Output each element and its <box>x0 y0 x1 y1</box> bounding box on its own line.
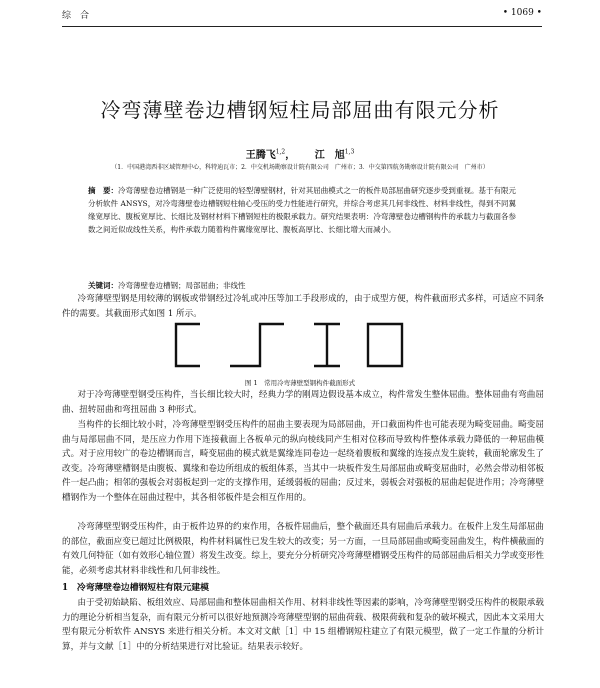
author-affil-mark: 1,3 <box>344 148 355 156</box>
affiliation: （1．中国港湾西非区域管理中心，科特迪瓦市；2．中交机场勘察设计院有限公司 广州市；3．中交第四航务勘察设计院有限公司 广州市） <box>111 164 489 171</box>
body-paragraph: 对于冷弯薄壁型钢受压构件，当长细比较大时，经典力学的刚周边假设基本成立，构件常发生整体屈曲。整体屈曲有弯曲屈曲、扭转屈曲和弯扭屈曲 3 种形式。 <box>62 390 544 415</box>
box-section-icon <box>368 324 402 366</box>
header-page-number: • 1069 • <box>502 8 542 18</box>
abstract-text: 冷弯薄壁卷边槽钢是一种广泛使用的轻型薄壁钢材，针对其屈曲模式之一的板件局部屈曲研究逐步受到重视。基于有限元分析软件 ANSYS，对冷弯薄壁卷边槽钢短柱轴心受压的受力性能进行研究，并综合考虑其几何非线性、材料非线性，得到不同翼缘宽厚比、腹板宽厚比、长细比及钢材材料下槽钢短柱的极限承载力。研究结果表明：冷弯薄壁卷边槽钢构件的承载力与截面各参数之间近似成线性关系，构件承载力随着构件翼缘宽厚比、腹板高厚比、长细比增大而减小。 <box>88 186 517 234</box>
author-name: 江 旭 <box>314 150 345 161</box>
abstract-label: 摘 要： <box>88 186 119 195</box>
keywords-label: 关键词： <box>88 281 118 290</box>
section-paragraph: 由于受初始缺陷、板组效应、局部屈曲和整体屈曲相关作用、材料非线性等因素的影响，冷弯薄壁型钢受压构件的极限承载力的理论分析相当复杂，而有限元分析可以很好地预测冷弯薄壁型钢的屈曲荷载、极限荷载和复杂的破坏模式，因此本文采用大型有限元分析软件 ANSYS 来进行相关分析。本文对文献［1］中 15 组槽钢短柱建立了有限元模型，做了一定工作量的分析计算，并与文献［1］中的分析结果进行对比验证。结果表示较好。 <box>62 598 544 652</box>
channel-section-icon <box>176 324 200 366</box>
header-section: 综合 <box>62 11 99 21</box>
running-header <box>62 0 542 27</box>
intro-paragraph: 冷弯薄壁型钢是用较薄的钢板或带钢经过冷轧或冲压等加工手段形成的，由于成型方便，构件截面形式多样，可适应不同条件的需要。其截面形式如图 1 所示。 <box>62 294 544 319</box>
author-affil-mark: 1,2 <box>275 148 286 156</box>
i-section-icon <box>314 324 340 366</box>
body-paragraph: 冷弯薄壁型钢受压构件，由于板件边界的约束作用，各板件屈曲后，整个截面还具有屈曲后承载力。在板件上发生局部屈曲的部位，截面应变已超过比例极限，构件材料属性已发生较大的改变；另一方面，一旦局部屈曲或畸变屈曲发生，构件横截面的有效几何特征（如有效形心轴位置）将发生改变。综上，要充分分析研究冷弯薄壁槽钢受压构件的局部屈曲后相关力学或变形性能，必须考虑其材料非线性和几何非线性。 <box>62 522 544 576</box>
body-paragraph: 当构件的长细比较小时，冷弯薄壁型钢受压构件的屈曲主要表现为局部屈曲，开口截面构件也可能表现为畸变屈曲。畸变屈曲与局部屈曲不同，是压应力作用下连接截面上各板单元的纵向棱线同产生相对位移而导致构件整体承载力降低的一种屈曲模式。对于应用较广的卷边槽钢而言，畸变屈曲的模式就是翼缘连同卷边一起绕着腹板和翼缘的连接点发生旋转，截面轮廓发生了改变。冷弯薄壁槽钢是由腹板、翼缘和卷边所组成的板组体系，当其中一块板件发生局部屈曲或畸变屈曲时，必然会带动相邻板件一起凸曲；相邻的强板会对弱板起到一定的支撑作用，延缓弱板的屈曲；反过来，弱板会对强板的屈曲起促进作用；冷弯薄壁槽钢作为一个整体在屈曲过程中，其各相邻板件是会相互作用的。 <box>62 420 544 503</box>
keywords <box>88 280 516 291</box>
author-name: 王腾飞 <box>245 150 276 161</box>
abstract <box>88 184 516 236</box>
paper-title: 冷弯薄壁卷边槽钢短柱局部屈曲有限元分析 <box>100 98 500 122</box>
author-line: 王腾飞$^{1,2}$， 江 旭$^{1,3}$ <box>245 148 355 161</box>
z-section-icon <box>230 324 284 366</box>
figure-caption: 图 1 常用冷弯薄壁型钢构件截面形式 <box>244 379 356 387</box>
figure-1-sections <box>172 320 432 370</box>
keywords-text: 冷弯薄壁卷边槽钢；局部屈曲；非线性 <box>118 281 246 290</box>
section-heading: 1 冷弯薄壁卷边槽钢短柱有限元建模 <box>62 583 209 593</box>
